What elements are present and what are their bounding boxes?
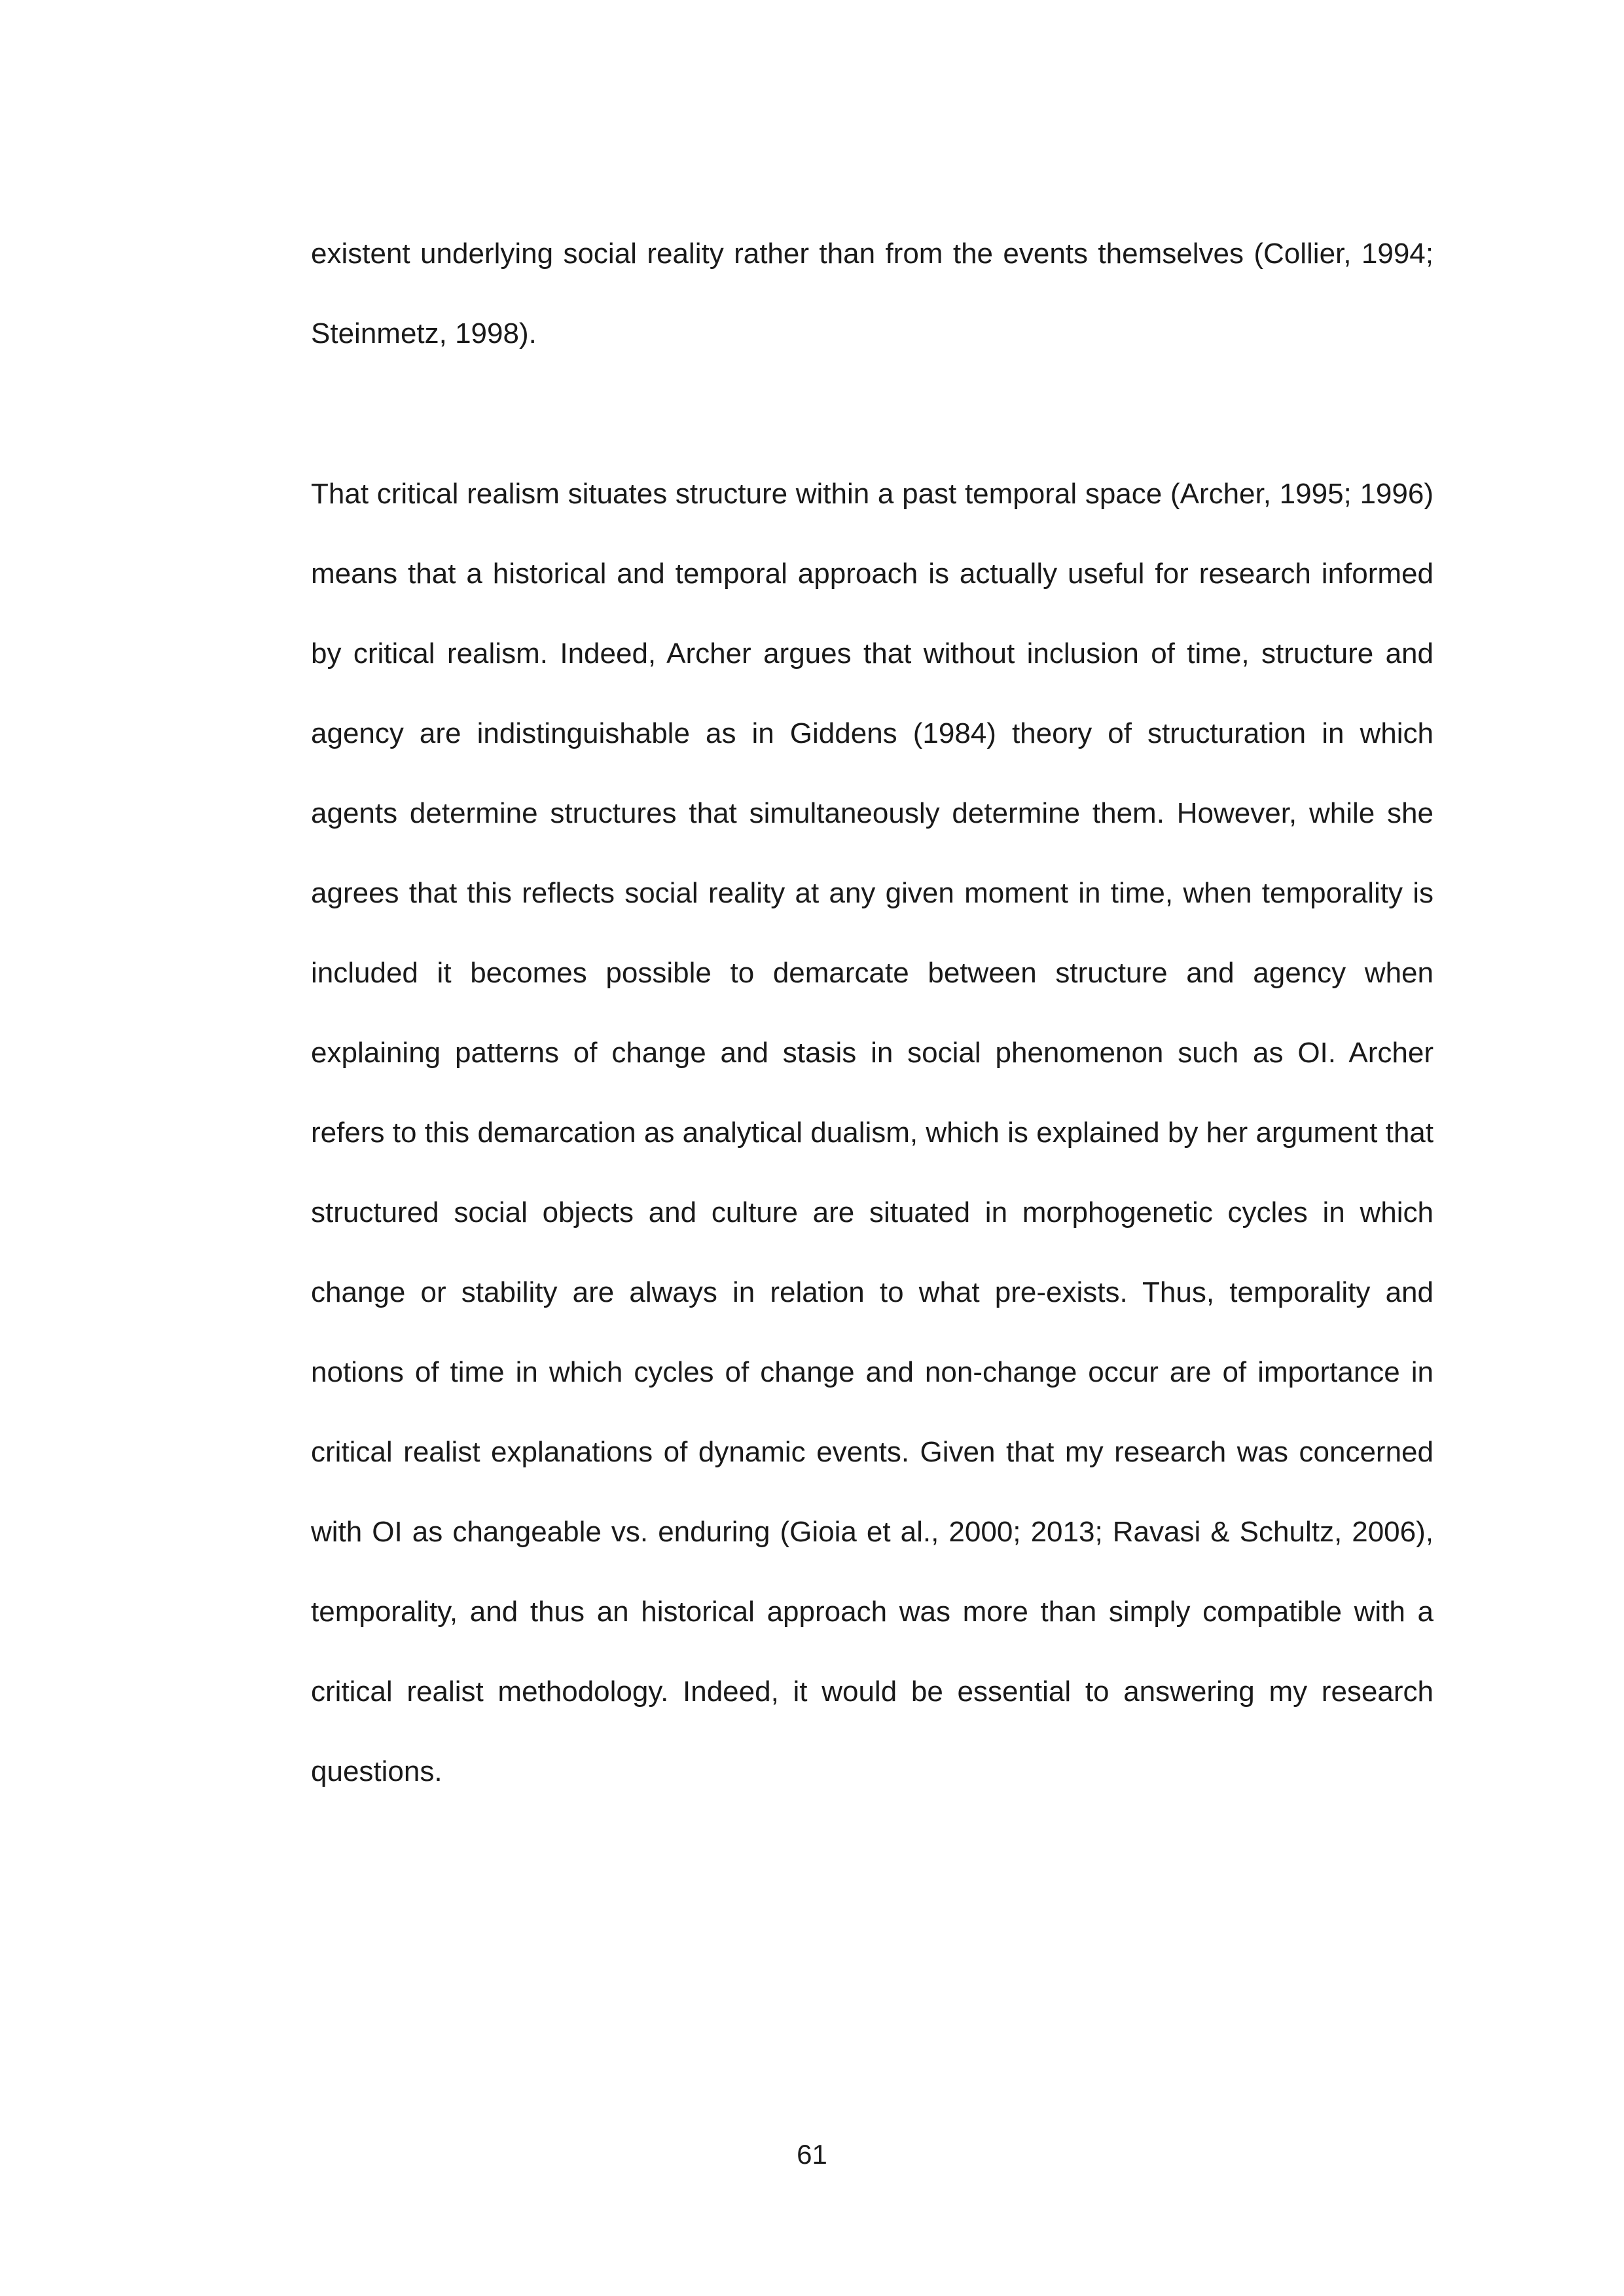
paragraph-continued: existent underlying social reality rather than from the events themselves (Collier, 1994; Steinmetz, 1998). [311, 238, 1434, 350]
page-number: 61 [797, 2139, 827, 2170]
paragraph-critical-realism-temporality: That critical realism situates structure within a past temporal space (Archer, 1995; 1996) means that a historical and temporal approach is actually useful for research informed by critical realism. Indeed, Archer argues that without inclusion of time, structure and agency are indistinguishable as in Giddens (1984) theory of structuration in which agents determine structures that simultaneously determine them. However, while she agrees that this reflects social reality at any given moment in time, when temporality is included it becomes possible to demarcate between structure and agency when explaining patterns of change and stasis in social phenomenon such as OI. Archer refers to this demarcation as analytical dualism, which is explained by her argument that structured social objects and culture are situated in morphogenetic cycles in which change or stability are always in relation to what pre-exists. Thus, temporality and notions of time in which cycles of change and non-change occur are of importance in critical realist explanations of dynamic events. Given that my research was concerned with OI as changeable vs. enduring (Gioia et al., 2000; 2013; Ravasi & Schultz, 2006), temporality, and thus an historical approach was more than simply compatible with a critical realist methodology. Indeed, it would be essential to answering my research questions. [311, 478, 1434, 1787]
